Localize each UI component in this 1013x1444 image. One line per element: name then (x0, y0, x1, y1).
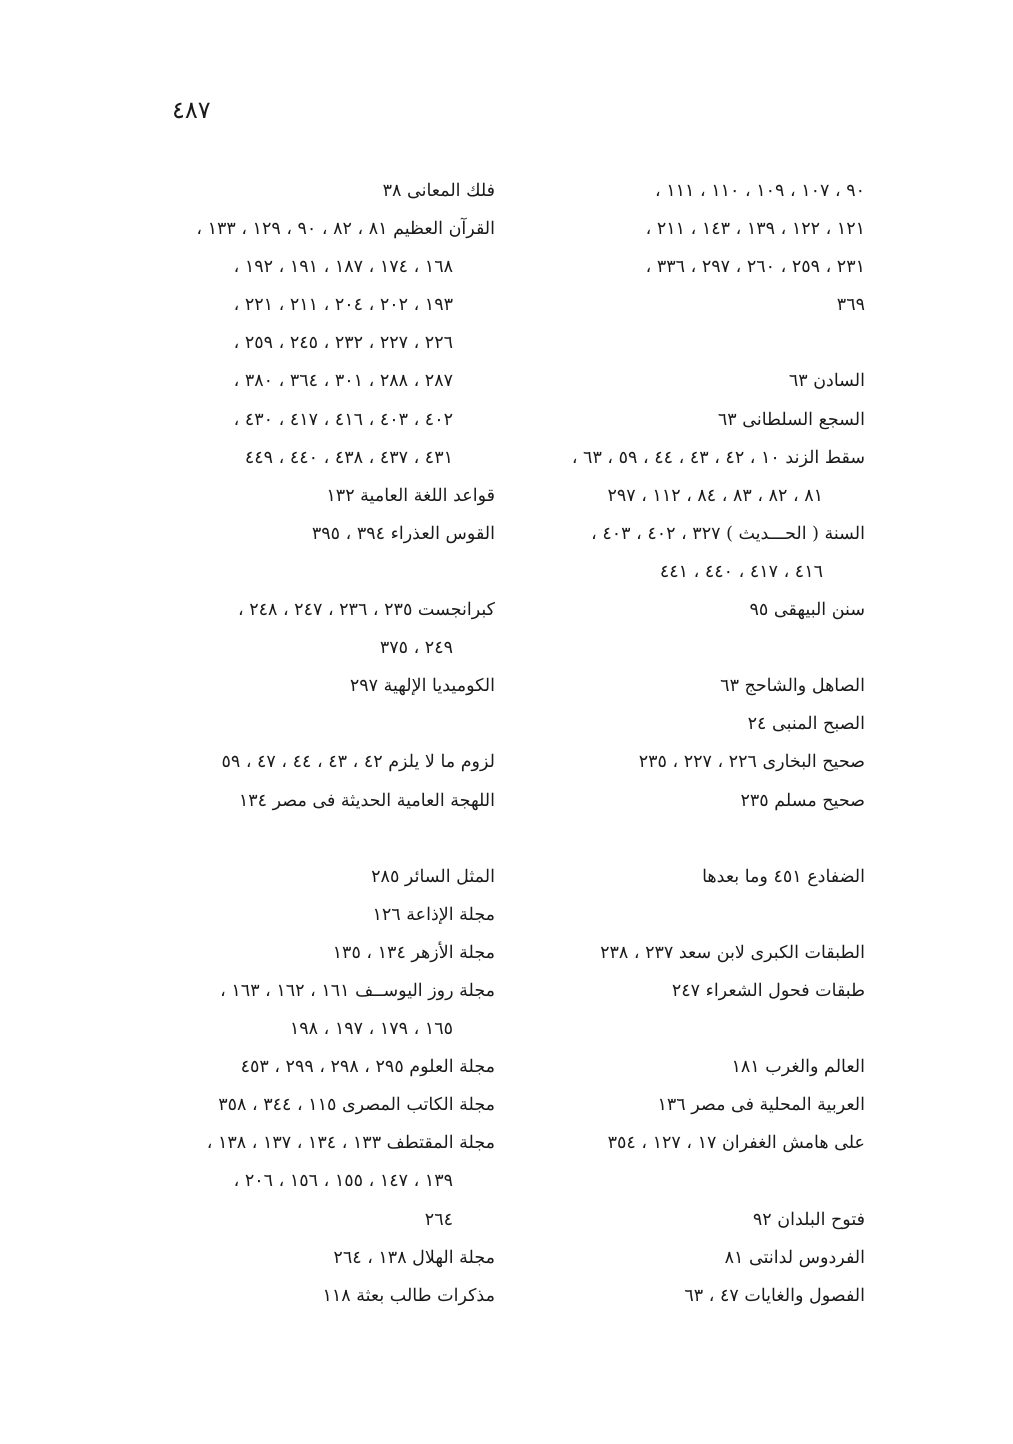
index-entry-continuation: ٤١٦ ، ٤١٧ ، ٤٤٠ ، ٤٤١ (659, 561, 823, 582)
entry-gap (525, 1010, 865, 1048)
index-entry: مجلة روز اليوســف ١٦١ ، ١٦٢ ، ١٦٣ ، (220, 980, 495, 1001)
index-entry: على هامش الغفران ١٧ ، ١٢٧ ، ٣٥٤ (607, 1133, 865, 1154)
index-entry: ١٢١ ، ١٢٢ ، ١٣٩ ، ١٤٣ ، ٢١١ ، (645, 219, 865, 240)
index-entry: قواعد اللغة العامية ١٣٢ (326, 485, 495, 506)
index-column-left (150, 172, 495, 1315)
index-entry: العالم والغرب ١٨١ (731, 1057, 865, 1078)
index-entry: الضفادع ٤٥١ وما بعدها (702, 866, 865, 887)
index-entry: سنن البيهقى ٩٥ (749, 600, 865, 621)
index-entry-continuation: ٨١ ، ٨٢ ، ٨٣ ، ٨٤ ، ١١٢ ، ٢٩٧ (607, 485, 823, 506)
index-entry-continuation: ٢٦٤ (424, 1209, 453, 1230)
index-entry-continuation: ٤٣١ ، ٤٣٧ ، ٤٣٨ ، ٤٤٠ ، ٤٤٩ (244, 447, 453, 468)
index-entry: الطبقات الكبرى لابن سعد ٢٣٧ ، ٢٣٨ (600, 942, 865, 963)
index-entry: القرآن العظيم ٨١ ، ٨٢ ، ٩٠ ، ١٢٩ ، ١٣٣ ، (196, 219, 495, 240)
index-entry: مجلة الكاتب المصرى ١١٥ ، ٣٤٤ ، ٣٥٨ (218, 1095, 495, 1116)
index-entry: مجلة العلوم ٢٩٥ ، ٢٩٨ ، ٢٩٩ ، ٤٥٣ (240, 1057, 495, 1078)
index-entry: سقط الزند ١٠ ، ٤٢ ، ٤٣ ، ٤٤ ، ٥٩ ، ٦٣ ، (571, 447, 865, 468)
index-entry: ٢٣١ ، ٢٥٩ ، ٢٦٠ ، ٢٩٧ ، ٣٣٦ ، (645, 257, 865, 278)
index-entry: فتوح البلدان ٩٢ (752, 1209, 865, 1230)
entry-gap (150, 705, 495, 743)
index-entry: فلك المعانى ٣٨ (382, 181, 495, 201)
page-number: ٤٨٧ (172, 96, 211, 124)
index-entry-continuation: ١٦٥ ، ١٧٩ ، ١٩٧ ، ١٩٨ (289, 1019, 453, 1040)
index-entry: الصبح المنبى ٢٤ (747, 714, 865, 735)
index-entry: اللهجة العامية الحديثة فى مصر ١٣٤ (238, 790, 495, 811)
entry-gap (525, 820, 865, 858)
index-entry: كبرانجست ٢٣٥ ، ٢٣٦ ، ٢٤٧ ، ٢٤٨ ، (237, 600, 495, 621)
index-entry-continuation: ١٦٨ ، ١٧٤ ، ١٨٧ ، ١٩١ ، ١٩٢ ، (233, 257, 453, 278)
entry-gap (150, 553, 495, 591)
index-entry-continuation: ٤٠٢ ، ٤٠٣ ، ٤١٦ ، ٤١٧ ، ٤٣٠ ، (233, 409, 453, 430)
index-entry: طبقات فحول الشعراء ٢٤٧ (671, 980, 865, 1001)
index-entry: مجلة الهلال ١٣٨ ، ٢٦٤ (333, 1247, 495, 1268)
index-entry: مجلة الأزهر ١٣٤ ، ١٣٥ (332, 942, 495, 963)
index-entry-continuation: ١٩٣ ، ٢٠٢ ، ٢٠٤ ، ٢١١ ، ٢٢١ ، (233, 295, 453, 316)
index-entry: مجلة المقتطف ١٣٣ ، ١٣٤ ، ١٣٧ ، ١٣٨ ، (206, 1133, 495, 1154)
entry-gap (525, 629, 865, 667)
index-entry: الفصول والغايات ٤٧ ، ٦٣ (684, 1285, 865, 1306)
index-entry: القوس العذراء ٣٩٤ ، ٣٩٥ (311, 523, 495, 544)
index-entry-continuation: ٢٨٧ ، ٢٨٨ ، ٣٠١ ، ٣٦٤ ، ٣٨٠ ، (233, 371, 453, 392)
index-entry: الفردوس لدانتى ٨١ (724, 1247, 865, 1268)
index-entry: ٩٠ ، ١٠٧ ، ١٠٩ ، ١١٠ ، ١١١ ، (655, 181, 865, 201)
index-entry: صحيح البخارى ٢٢٦ ، ٢٢٧ ، ٢٣٥ (638, 752, 865, 773)
index-entry: الكوميديا الإلهية ٢٩٧ (349, 676, 495, 697)
entry-gap (150, 820, 495, 858)
index-entry-continuation: ٢٤٩ ، ٣٧٥ (379, 638, 453, 659)
index-entry: الصاهل والشاحج ٦٣ (720, 676, 865, 697)
index-entry: العربية المحلية فى مصر ١٣٦ (657, 1095, 865, 1116)
index-entry: السجع السلطانى ٦٣ (717, 409, 865, 430)
entry-gap (525, 1162, 865, 1200)
index-entry-continuation: ١٣٩ ، ١٤٧ ، ١٥٥ ، ١٥٦ ، ٢٠٦ ، (233, 1171, 453, 1192)
index-column-right (525, 172, 865, 1315)
index-entry: مذكرات طالب بعثة ١١٨ (322, 1285, 495, 1306)
entry-gap (525, 896, 865, 934)
index-entry: السادن ٦٣ (788, 371, 865, 392)
index-entry-continuation: ٢٢٦ ، ٢٢٧ ، ٢٣٢ ، ٢٤٥ ، ٢٥٩ ، (233, 333, 453, 354)
index-entry: المثل السائر ٢٨٥ (371, 866, 495, 887)
index-entry: لزوم ما لا يلزم ٤٢ ، ٤٣ ، ٤٤ ، ٤٧ ، ٥٩ (221, 752, 495, 773)
index-entry: السنة ( الحـــديث ) ٣٢٧ ، ٤٠٢ ، ٤٠٣ ، (591, 523, 865, 544)
index-entry: ٣٦٩ (836, 295, 865, 316)
index-entry: مجلة الإذاعة ١٢٦ (372, 904, 495, 925)
index-entry: صحيح مسلم ٢٣٥ (740, 790, 865, 811)
entry-gap (525, 324, 865, 362)
